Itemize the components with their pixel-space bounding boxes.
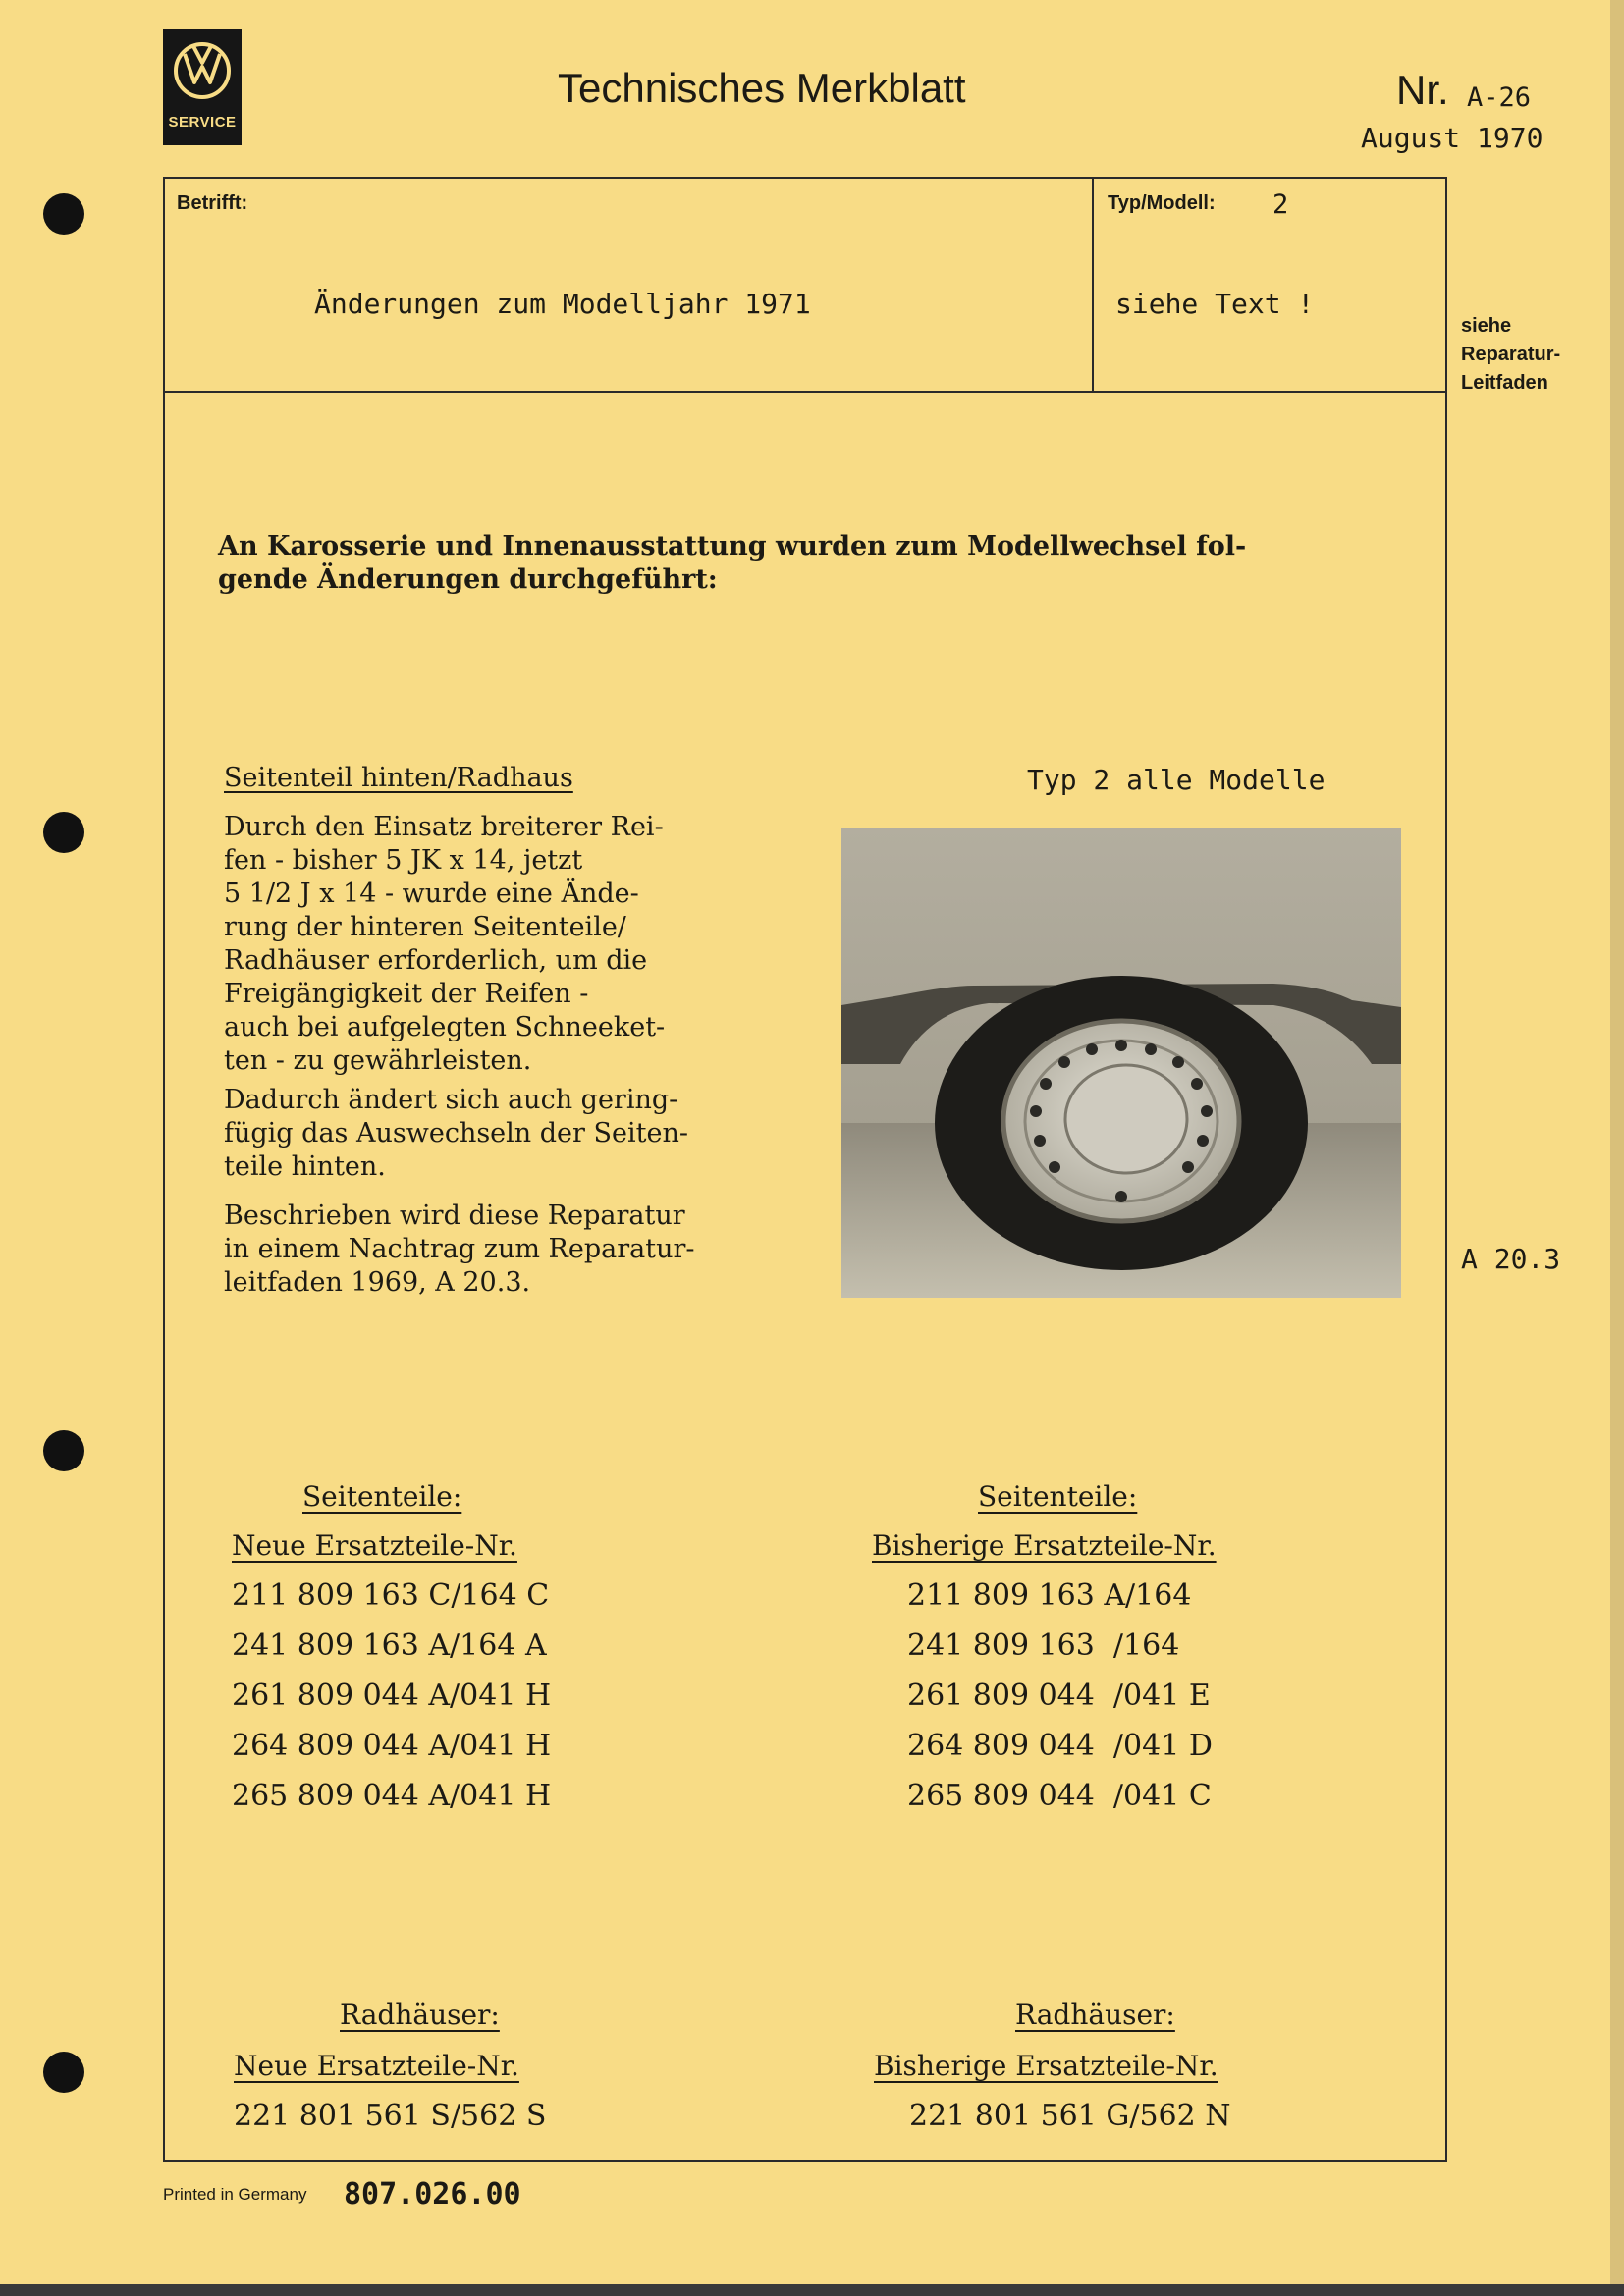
paragraph-line: ten - zu gewährleisten.	[224, 1045, 532, 1076]
wheel-arch-photo	[841, 828, 1401, 1298]
typ-note: siehe Text !	[1115, 288, 1315, 320]
paragraph-line: 5 1/2 J x 14 - wurde eine Ände-	[224, 879, 639, 909]
section-paragraph-3	[224, 1200, 695, 1300]
paragraph-line: Radhäuser erforderlich, um die	[224, 945, 648, 976]
paragraph-line: fen - bisher 5 JK x 14, jetzt	[224, 845, 583, 876]
section-applies-to: Typ 2 alle Modelle	[1027, 764, 1326, 796]
part-number: 221 801 561 G/562 N	[909, 2099, 1231, 2133]
paragraph-line: leitfaden 1969, A 20.3.	[224, 1267, 531, 1298]
paragraph-line: in einem Nachtrag zum Reparatur-	[224, 1234, 695, 1264]
part-number: 221 801 561 S/562 S	[234, 2099, 547, 2133]
printed-in-germany: Printed in Germany	[163, 2185, 307, 2204]
margin-note-line: siehe	[1461, 315, 1512, 337]
vw-service-logo	[163, 29, 242, 145]
margin-note-line: Leitfaden	[1461, 372, 1548, 394]
part-number: 265 809 044 /041 C	[907, 1779, 1212, 1813]
part-number: 264 809 044 A/041 H	[232, 1729, 552, 1763]
section-heading: Seitenteil hinten/Radhaus	[224, 763, 573, 793]
section-paragraph-1	[224, 811, 665, 1078]
radhaeuser-new-subtitle: Neue Ersatzteile-Nr.	[234, 2050, 519, 2082]
paragraph-line: Dadurch ändert sich auch gering-	[224, 1085, 678, 1115]
radhaeuser-new-title: Radhäuser:	[340, 1999, 500, 2031]
info-box-divider	[1092, 177, 1094, 393]
margin-note	[1461, 312, 1608, 398]
nr-value: A-26	[1467, 82, 1532, 113]
margin-note-line: Reparatur-	[1461, 344, 1561, 365]
seitenteile-new-list	[232, 1571, 551, 1821]
intro-text	[218, 530, 1246, 597]
radhaeuser-old-title: Radhäuser:	[1015, 1999, 1175, 2031]
paragraph-line: fügig das Auswechseln der Seiten-	[224, 1118, 688, 1148]
punch-hole	[43, 812, 84, 853]
punch-hole	[43, 193, 84, 235]
radhaeuser-new-list	[234, 2091, 546, 2141]
seitenteile-old-list	[907, 1571, 1213, 1821]
scan-bottom-edge	[0, 2284, 1624, 2296]
betrifft-value: Änderungen zum Modelljahr 1971	[314, 288, 811, 320]
paragraph-line: Durch den Einsatz breiterer Rei-	[224, 812, 664, 842]
form-number: 807.026.00	[344, 2177, 521, 2212]
part-number: 261 809 044 A/041 H	[232, 1679, 552, 1713]
radhaeuser-old-list	[909, 2091, 1231, 2141]
part-number: 264 809 044 /041 D	[907, 1729, 1213, 1763]
document-date: August 1970	[1361, 122, 1543, 154]
info-box	[163, 177, 1447, 393]
seitenteile-new-subtitle: Neue Ersatzteile-Nr.	[232, 1529, 517, 1562]
logo-text: SERVICE	[168, 114, 237, 131]
radhaeuser-old-subtitle: Bisherige Ersatzteile-Nr.	[874, 2050, 1218, 2082]
page-title: Technisches Merkblatt	[558, 65, 966, 111]
part-number: 241 809 163 /164	[907, 1629, 1180, 1663]
seitenteile-old-subtitle: Bisherige Ersatzteile-Nr.	[872, 1529, 1217, 1562]
vw-emblem-icon	[173, 37, 232, 104]
seitenteile-new-title: Seitenteile:	[302, 1480, 462, 1513]
part-number: 261 809 044 /041 E	[907, 1679, 1211, 1713]
part-number: 265 809 044 A/041 H	[232, 1779, 552, 1813]
punch-hole	[43, 1430, 84, 1471]
paragraph-line: Freigängigkeit der Reifen -	[224, 979, 589, 1009]
intro-line: gende Änderungen durchgeführt:	[218, 564, 718, 595]
paragraph-line: teile hinten.	[224, 1151, 386, 1182]
paragraph-line: auch bei aufgelegten Schneeket-	[224, 1012, 666, 1042]
part-number: 211 809 163 C/164 C	[232, 1578, 550, 1613]
paragraph-line: Beschrieben wird diese Reparatur	[224, 1201, 685, 1231]
wheel-arch-illustration	[841, 828, 1401, 1298]
margin-reference: A 20.3	[1461, 1243, 1561, 1275]
punch-hole	[43, 2052, 84, 2093]
part-number: 241 809 163 A/164 A	[232, 1629, 547, 1663]
typ-label: Typ/Modell:	[1108, 192, 1216, 214]
part-number: 211 809 163 A/164	[907, 1578, 1192, 1613]
intro-line: An Karosserie und Innenausstattung wurden zum Modellwechsel fol-	[218, 531, 1247, 561]
typ-value: 2	[1272, 189, 1289, 220]
page-edge	[1610, 0, 1624, 2296]
betrifft-label: Betrifft:	[177, 192, 248, 214]
seitenteile-old-title: Seitenteile:	[978, 1480, 1138, 1513]
section-paragraph-2	[224, 1084, 688, 1184]
nr-label: Nr.	[1396, 67, 1449, 113]
paragraph-line: rung der hinteren Seitenteile/	[224, 912, 626, 942]
